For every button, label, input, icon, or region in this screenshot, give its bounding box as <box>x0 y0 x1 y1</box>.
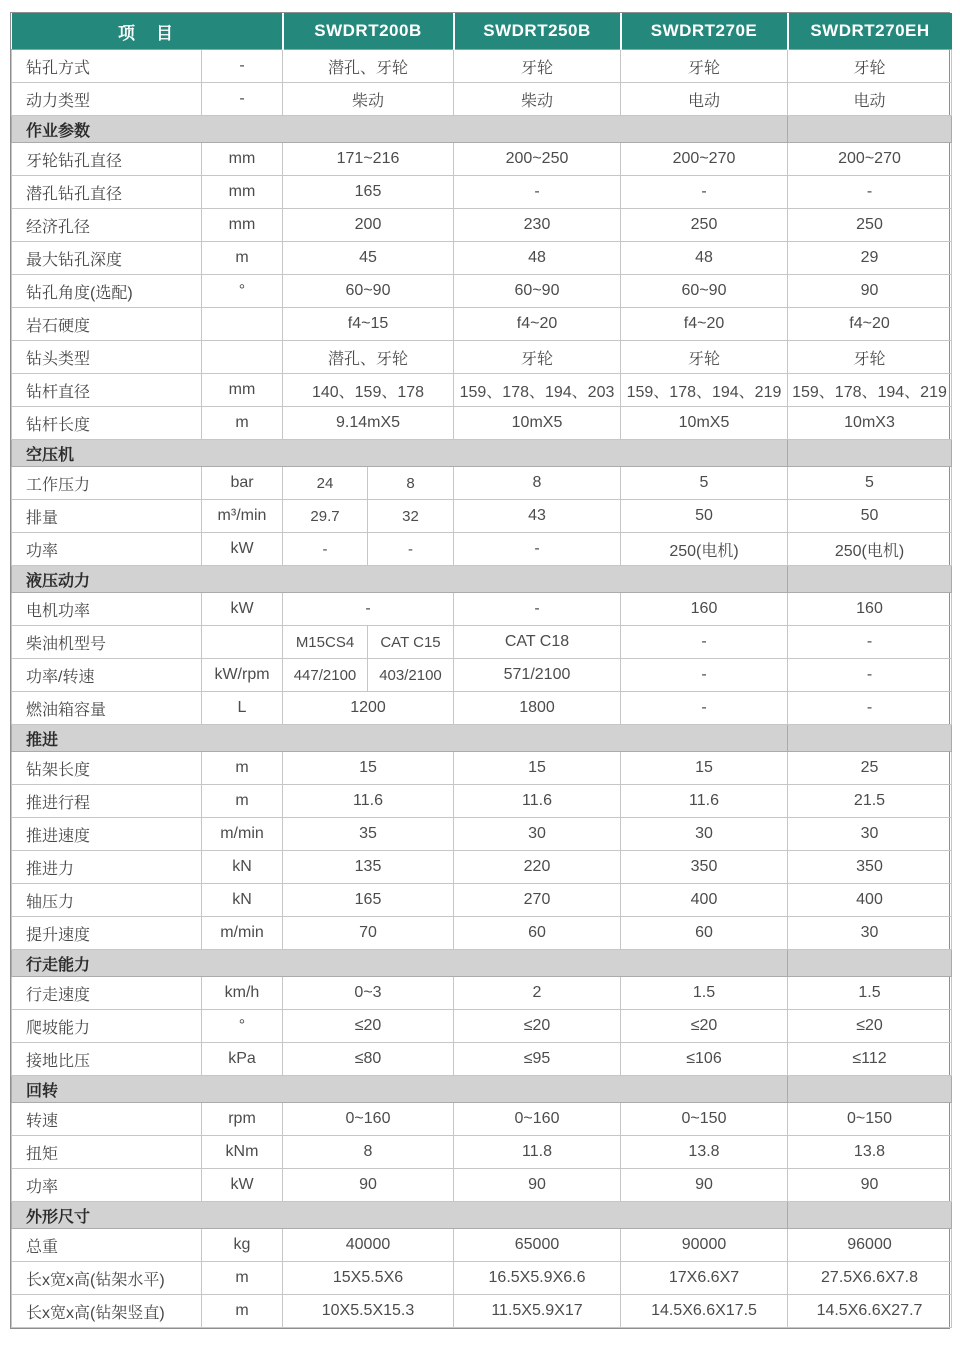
value-cell: 牙轮 <box>621 341 788 374</box>
spec-row <box>12 407 952 440</box>
value-cell: 90 <box>788 1169 952 1202</box>
value-cell: 30 <box>621 818 788 851</box>
unit-cell: kW/rpm <box>202 659 283 692</box>
value-cell: ≤20 <box>454 1010 621 1043</box>
value-cell: 16.5X5.9X6.6 <box>454 1262 621 1295</box>
param-name-cell: 最大钻孔深度 <box>12 242 202 275</box>
value-cell: 35 <box>283 818 454 851</box>
section-row-tail-cell <box>788 725 952 752</box>
value-cell: 350 <box>621 851 788 884</box>
value-cell: 50 <box>621 500 788 533</box>
value-cell: 柴动 <box>283 83 454 116</box>
section-row <box>12 1202 952 1229</box>
value-cell: 电动 <box>621 83 788 116</box>
section-row <box>12 440 952 467</box>
spec-table-frame <box>10 12 950 1329</box>
value-cell: 270 <box>454 884 621 917</box>
value-cell: 1.5 <box>788 977 952 1010</box>
value-cell: 30 <box>454 818 621 851</box>
value-cell: - <box>788 176 952 209</box>
param-name-cell: 柴油机型号 <box>12 626 202 659</box>
param-name-cell: 排量 <box>12 500 202 533</box>
param-name-cell: 牙轮钻孔直径 <box>12 143 202 176</box>
unit-cell: m <box>202 1262 283 1295</box>
value-cell: ≤95 <box>454 1043 621 1076</box>
value-cell: 11.5X5.9X17 <box>454 1295 621 1328</box>
param-name-cell: 行走速度 <box>12 977 202 1010</box>
value-cell: 11.6 <box>454 785 621 818</box>
value-cell: 30 <box>788 818 952 851</box>
section-row-tail-cell <box>788 1202 952 1229</box>
section-row-tail-cell <box>788 440 952 467</box>
value-cell: 50 <box>788 500 952 533</box>
param-name-cell: 钻架长度 <box>12 752 202 785</box>
value-cell: - <box>283 593 454 626</box>
value-cell: - <box>368 533 454 566</box>
section-row <box>12 566 952 593</box>
value-cell: - <box>621 176 788 209</box>
unit-cell <box>202 626 283 659</box>
value-cell: 250(电机) <box>788 533 952 566</box>
value-cell: 1800 <box>454 692 621 725</box>
value-cell: 10mX5 <box>621 407 788 440</box>
value-cell: 165 <box>283 884 454 917</box>
value-cell: 160 <box>621 593 788 626</box>
table-body <box>12 50 952 1328</box>
value-cell: 10mX3 <box>788 407 952 440</box>
value-cell: 200~270 <box>788 143 952 176</box>
value-cell: 0~150 <box>788 1103 952 1136</box>
value-cell: 200 <box>283 209 454 242</box>
unit-cell: ° <box>202 1010 283 1043</box>
value-cell: - <box>283 533 368 566</box>
value-cell: 14.5X6.6X27.7 <box>788 1295 952 1328</box>
header-model-1: SWDRT250B <box>454 13 621 50</box>
param-name-cell: 经济孔径 <box>12 209 202 242</box>
value-cell: 13.8 <box>788 1136 952 1169</box>
spec-row <box>12 176 952 209</box>
unit-cell: L <box>202 692 283 725</box>
spec-row <box>12 209 952 242</box>
value-cell: CAT C18 <box>454 626 621 659</box>
value-cell: 1.5 <box>621 977 788 1010</box>
value-cell: 电动 <box>788 83 952 116</box>
unit-cell: mm <box>202 143 283 176</box>
value-cell: 8 <box>454 467 621 500</box>
value-cell: 0~160 <box>283 1103 454 1136</box>
spec-row <box>12 1229 952 1262</box>
section-title: 回转 <box>12 1076 788 1103</box>
value-cell: ≤20 <box>283 1010 454 1043</box>
value-cell: 165 <box>283 176 454 209</box>
value-cell: 159、178、194、219 <box>621 374 788 407</box>
value-cell: 70 <box>283 917 454 950</box>
spec-row <box>12 1103 952 1136</box>
param-name-cell: 动力类型 <box>12 83 202 116</box>
value-cell: 5 <box>621 467 788 500</box>
unit-cell: m <box>202 1295 283 1328</box>
value-cell: 潜孔、牙轮 <box>283 341 454 374</box>
header-row <box>12 13 952 50</box>
unit-cell: mm <box>202 176 283 209</box>
value-cell: 60 <box>454 917 621 950</box>
unit-cell: - <box>202 83 283 116</box>
value-cell: 90 <box>788 275 952 308</box>
value-cell: 200~270 <box>621 143 788 176</box>
value-cell: 牙轮 <box>621 50 788 83</box>
section-row-tail-cell <box>788 950 952 977</box>
value-cell: 250(电机) <box>621 533 788 566</box>
section-row <box>12 725 952 752</box>
section-row <box>12 950 952 977</box>
unit-cell: kW <box>202 593 283 626</box>
unit-cell: - <box>202 50 283 83</box>
value-cell: 30 <box>788 917 952 950</box>
value-cell: 159、178、194、219 <box>788 374 952 407</box>
value-cell: 1200 <box>283 692 454 725</box>
value-cell: 400 <box>621 884 788 917</box>
value-cell: 15 <box>621 752 788 785</box>
value-cell: 24 <box>283 467 368 500</box>
spec-row <box>12 533 952 566</box>
unit-cell: rpm <box>202 1103 283 1136</box>
value-cell: 60~90 <box>283 275 454 308</box>
unit-cell <box>202 341 283 374</box>
param-name-cell: 工作压力 <box>12 467 202 500</box>
param-name-cell: 推进速度 <box>12 818 202 851</box>
header-model-3: SWDRT270EH <box>788 13 952 50</box>
table-header <box>12 13 952 50</box>
value-cell: 10mX5 <box>454 407 621 440</box>
value-cell: 0~3 <box>283 977 454 1010</box>
value-cell: 96000 <box>788 1229 952 1262</box>
value-cell: 14.5X6.6X17.5 <box>621 1295 788 1328</box>
spec-row <box>12 500 952 533</box>
unit-cell: m <box>202 785 283 818</box>
value-cell: 403/2100 <box>368 659 454 692</box>
value-cell: 15 <box>283 752 454 785</box>
value-cell: 27.5X6.6X7.8 <box>788 1262 952 1295</box>
value-cell: ≤20 <box>621 1010 788 1043</box>
header-model-0: SWDRT200B <box>283 13 454 50</box>
value-cell: 90 <box>454 1169 621 1202</box>
param-name-cell: 岩石硬度 <box>12 308 202 341</box>
unit-cell: m <box>202 752 283 785</box>
value-cell: - <box>454 533 621 566</box>
value-cell: 5 <box>788 467 952 500</box>
param-name-cell: 轴压力 <box>12 884 202 917</box>
param-name-cell: 潜孔钻孔直径 <box>12 176 202 209</box>
spec-row <box>12 374 952 407</box>
section-title: 行走能力 <box>12 950 788 977</box>
param-name-cell: 推进行程 <box>12 785 202 818</box>
param-name-cell: 爬坡能力 <box>12 1010 202 1043</box>
param-name-cell: 推进力 <box>12 851 202 884</box>
spec-row <box>12 785 952 818</box>
value-cell: 159、178、194、203 <box>454 374 621 407</box>
value-cell: 48 <box>621 242 788 275</box>
value-cell: ≤80 <box>283 1043 454 1076</box>
param-name-cell: 钻孔方式 <box>12 50 202 83</box>
value-cell: M15CS4 <box>283 626 368 659</box>
spec-row <box>12 851 952 884</box>
value-cell: 15X5.5X6 <box>283 1262 454 1295</box>
section-title: 外形尺寸 <box>12 1202 788 1229</box>
value-cell: 0~150 <box>621 1103 788 1136</box>
value-cell: 90 <box>283 1169 454 1202</box>
unit-cell: m/min <box>202 818 283 851</box>
value-cell: 48 <box>454 242 621 275</box>
unit-cell: m <box>202 407 283 440</box>
spec-row <box>12 143 952 176</box>
value-cell: 65000 <box>454 1229 621 1262</box>
unit-cell: kPa <box>202 1043 283 1076</box>
value-cell: 43 <box>454 500 621 533</box>
value-cell: 160 <box>788 593 952 626</box>
param-name-cell: 燃油箱容量 <box>12 692 202 725</box>
value-cell: 21.5 <box>788 785 952 818</box>
value-cell: 90000 <box>621 1229 788 1262</box>
value-cell: 40000 <box>283 1229 454 1262</box>
value-cell: - <box>454 176 621 209</box>
unit-cell: kNm <box>202 1136 283 1169</box>
section-row <box>12 1076 952 1103</box>
value-cell: - <box>621 659 788 692</box>
spec-row <box>12 50 952 83</box>
value-cell: 171~216 <box>283 143 454 176</box>
spec-row <box>12 818 952 851</box>
value-cell: ≤112 <box>788 1043 952 1076</box>
value-cell: 400 <box>788 884 952 917</box>
value-cell: 230 <box>454 209 621 242</box>
value-cell: 200~250 <box>454 143 621 176</box>
value-cell: 8 <box>368 467 454 500</box>
value-cell: - <box>788 626 952 659</box>
section-row-tail-cell <box>788 566 952 593</box>
value-cell: 135 <box>283 851 454 884</box>
unit-cell: mm <box>202 209 283 242</box>
value-cell: 250 <box>788 209 952 242</box>
value-cell: 29 <box>788 242 952 275</box>
section-title: 作业参数 <box>12 116 788 143</box>
section-row-tail-cell <box>788 1076 952 1103</box>
param-name-cell: 扭矩 <box>12 1136 202 1169</box>
unit-cell: kW <box>202 533 283 566</box>
unit-cell: km/h <box>202 977 283 1010</box>
spec-row <box>12 275 952 308</box>
value-cell: 2 <box>454 977 621 1010</box>
param-name-cell: 转速 <box>12 1103 202 1136</box>
unit-cell: bar <box>202 467 283 500</box>
drill-rig-spec-table <box>11 13 952 1328</box>
param-name-cell: 功率 <box>12 1169 202 1202</box>
value-cell: - <box>621 692 788 725</box>
value-cell: CAT C15 <box>368 626 454 659</box>
param-name-cell: 总重 <box>12 1229 202 1262</box>
spec-row <box>12 659 952 692</box>
value-cell: 29.7 <box>283 500 368 533</box>
unit-cell: m <box>202 242 283 275</box>
value-cell: 60~90 <box>454 275 621 308</box>
value-cell: 8 <box>283 1136 454 1169</box>
param-name-cell: 长x宽x高(钻架竖直) <box>12 1295 202 1328</box>
value-cell: f4~20 <box>454 308 621 341</box>
section-row <box>12 116 952 143</box>
value-cell: 25 <box>788 752 952 785</box>
value-cell: 牙轮 <box>788 341 952 374</box>
spec-row <box>12 752 952 785</box>
param-name-cell: 功率 <box>12 533 202 566</box>
value-cell: - <box>788 692 952 725</box>
unit-cell: m³/min <box>202 500 283 533</box>
value-cell: 571/2100 <box>454 659 621 692</box>
unit-cell: kW <box>202 1169 283 1202</box>
value-cell: 潜孔、牙轮 <box>283 50 454 83</box>
param-name-cell: 电机功率 <box>12 593 202 626</box>
param-name-cell: 功率/转速 <box>12 659 202 692</box>
value-cell: f4~20 <box>788 308 952 341</box>
param-name-cell: 钻杆长度 <box>12 407 202 440</box>
value-cell: - <box>621 626 788 659</box>
param-name-cell: 钻头类型 <box>12 341 202 374</box>
spec-row <box>12 1043 952 1076</box>
unit-cell: kg <box>202 1229 283 1262</box>
value-cell: - <box>454 593 621 626</box>
value-cell: - <box>788 659 952 692</box>
unit-cell: mm <box>202 374 283 407</box>
value-cell: 9.14mX5 <box>283 407 454 440</box>
value-cell: 17X6.6X7 <box>621 1262 788 1295</box>
unit-cell: kN <box>202 851 283 884</box>
spec-row <box>12 692 952 725</box>
value-cell: 220 <box>454 851 621 884</box>
value-cell: 250 <box>621 209 788 242</box>
section-title: 空压机 <box>12 440 788 467</box>
value-cell: 140、159、178 <box>283 374 454 407</box>
value-cell: f4~15 <box>283 308 454 341</box>
spec-row <box>12 593 952 626</box>
spec-row <box>12 1295 952 1328</box>
value-cell: 45 <box>283 242 454 275</box>
spec-row <box>12 977 952 1010</box>
value-cell: 60~90 <box>621 275 788 308</box>
value-cell: 10X5.5X15.3 <box>283 1295 454 1328</box>
value-cell: 60 <box>621 917 788 950</box>
value-cell: ≤106 <box>621 1043 788 1076</box>
value-cell: 11.6 <box>621 785 788 818</box>
value-cell: 牙轮 <box>788 50 952 83</box>
value-cell: 牙轮 <box>454 50 621 83</box>
section-title: 液压动力 <box>12 566 788 593</box>
spec-row <box>12 467 952 500</box>
header-model-2: SWDRT270E <box>621 13 788 50</box>
value-cell: 447/2100 <box>283 659 368 692</box>
spec-row <box>12 917 952 950</box>
value-cell: 0~160 <box>454 1103 621 1136</box>
value-cell: 11.8 <box>454 1136 621 1169</box>
value-cell: 柴动 <box>454 83 621 116</box>
section-title: 推进 <box>12 725 788 752</box>
value-cell: f4~20 <box>621 308 788 341</box>
unit-cell: m/min <box>202 917 283 950</box>
value-cell: 13.8 <box>621 1136 788 1169</box>
spec-row <box>12 1169 952 1202</box>
param-name-cell: 长x宽x高(钻架水平) <box>12 1262 202 1295</box>
param-name-cell: 接地比压 <box>12 1043 202 1076</box>
spec-row <box>12 626 952 659</box>
spec-row <box>12 1262 952 1295</box>
value-cell: 15 <box>454 752 621 785</box>
value-cell: 350 <box>788 851 952 884</box>
unit-cell <box>202 308 283 341</box>
spec-row <box>12 884 952 917</box>
param-name-cell: 钻杆直径 <box>12 374 202 407</box>
value-cell: 11.6 <box>283 785 454 818</box>
spec-row <box>12 242 952 275</box>
param-name-cell: 钻孔角度(选配) <box>12 275 202 308</box>
value-cell: 90 <box>621 1169 788 1202</box>
value-cell: 32 <box>368 500 454 533</box>
value-cell: 牙轮 <box>454 341 621 374</box>
unit-cell: ° <box>202 275 283 308</box>
spec-row <box>12 83 952 116</box>
spec-row <box>12 1136 952 1169</box>
value-cell: ≤20 <box>788 1010 952 1043</box>
spec-row <box>12 1010 952 1043</box>
unit-cell: kN <box>202 884 283 917</box>
section-row-tail-cell <box>788 116 952 143</box>
param-name-cell: 提升速度 <box>12 917 202 950</box>
spec-row <box>12 341 952 374</box>
header-item-label: 项 目 <box>12 13 283 50</box>
spec-row <box>12 308 952 341</box>
